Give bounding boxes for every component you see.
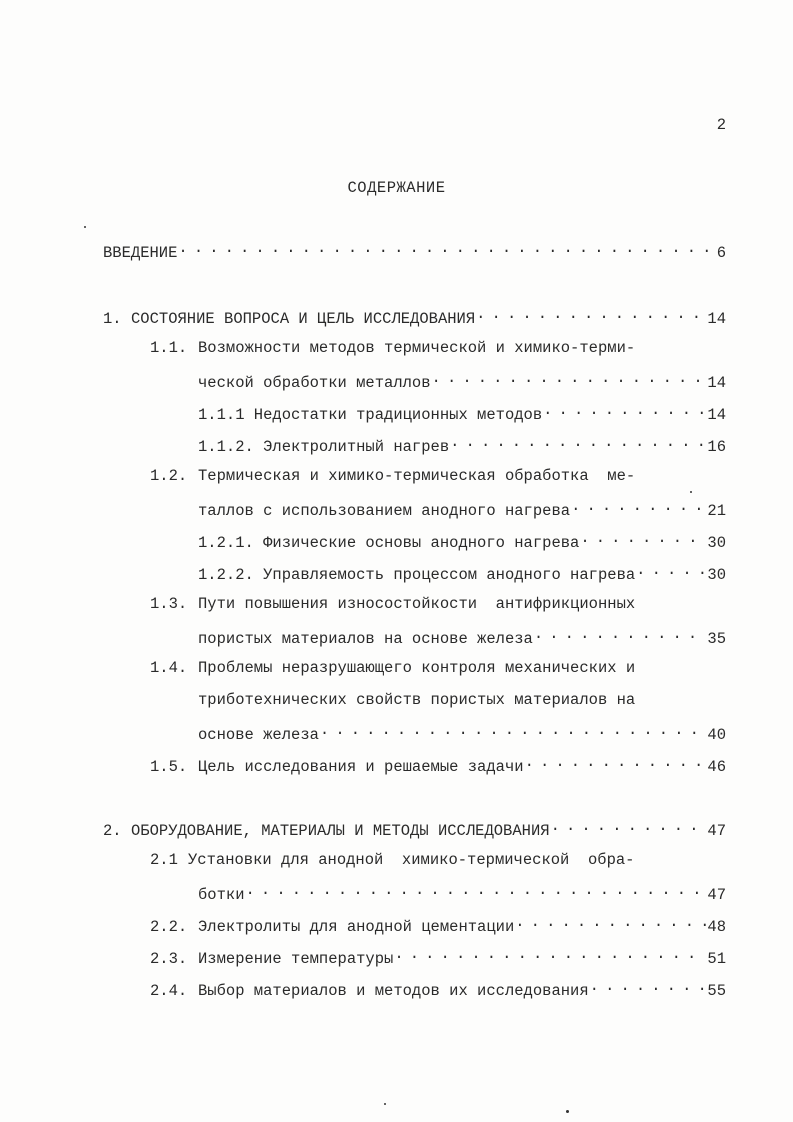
toc-entry-text: СОСТОЯНИЕ ВОПРОСА И ЦЕЛЬ ИССЛЕДОВАНИЯ bbox=[131, 309, 476, 328]
toc-entry-continuation[interactable] bbox=[198, 371, 726, 393]
toc-entry-page: 14 bbox=[707, 405, 726, 424]
toc-entry-page: 6 bbox=[716, 243, 726, 262]
toc-leader-dots bbox=[534, 627, 707, 643]
toc-entry[interactable] bbox=[150, 467, 726, 489]
toc-leader-dots bbox=[580, 531, 706, 547]
toc-leader-dots bbox=[636, 563, 706, 579]
toc-entry-text: основе железа bbox=[198, 725, 319, 744]
toc-entry[interactable] bbox=[150, 339, 726, 361]
toc-entry-text: Термическая и химико-термическая обработка ме- bbox=[198, 467, 636, 485]
toc-leader-dots bbox=[394, 947, 706, 963]
toc-entry-page: 47 bbox=[707, 821, 726, 840]
toc-entry-page: 14 bbox=[707, 309, 726, 328]
toc-entry[interactable] bbox=[150, 755, 726, 777]
toc-entry-page: 14 bbox=[707, 373, 726, 392]
toc-entry[interactable] bbox=[198, 531, 726, 553]
toc-entry[interactable] bbox=[150, 915, 726, 937]
toc-entry-number: 1. bbox=[103, 309, 122, 328]
toc-leader-dots bbox=[476, 307, 706, 323]
toc-entry[interactable] bbox=[150, 851, 726, 873]
scan-speck bbox=[84, 226, 86, 228]
toc-entry-text: Возможности методов термической и химико-терми- bbox=[198, 339, 636, 357]
toc-entry-continuation[interactable] bbox=[198, 627, 726, 649]
toc-entry-text: 1.1.1 Недостатки традиционных методов bbox=[198, 405, 543, 424]
toc-entry-continuation[interactable] bbox=[198, 499, 726, 521]
toc-entry-number: 1.1. bbox=[150, 339, 188, 357]
toc-entry-text: 1.1.2. Электролитный нагрев bbox=[198, 437, 450, 456]
toc-entry-text: 1.2.2. Управляемость процессом анодного нагрева bbox=[198, 565, 636, 584]
toc-entry-text: ботки bbox=[198, 885, 245, 904]
toc-entry-page: 21 bbox=[707, 501, 726, 520]
toc-entry-number: 1.5. bbox=[150, 757, 188, 776]
toc-entry[interactable] bbox=[103, 241, 726, 263]
page-number: 2 bbox=[716, 116, 726, 134]
toc-entry-page: 51 bbox=[707, 949, 726, 968]
toc-entry-text: Пути повышения износостойкости антифрикционных bbox=[198, 595, 636, 613]
toc-entry-continuation[interactable] bbox=[198, 723, 726, 745]
toc-entry-text: таллов с использованием анодного нагрева bbox=[198, 501, 571, 520]
toc-leader-dots bbox=[551, 819, 707, 835]
toc-leader-dots bbox=[432, 371, 707, 387]
toc-entry-continuation[interactable] bbox=[198, 691, 726, 713]
toc-entry-text: ОБОРУДОВАНИЕ, МАТЕРИАЛЫ И МЕТОДЫ ИССЛЕДОВАНИЯ bbox=[131, 821, 550, 840]
page-title: СОДЕРЖАНИЕ bbox=[347, 179, 446, 197]
toc-entry-number: 2.2. bbox=[150, 917, 188, 936]
toc-entry[interactable] bbox=[150, 595, 726, 617]
toc-entry-text: Электролиты для анодной цементации bbox=[198, 917, 515, 936]
toc-entry-number: 2.4. bbox=[150, 981, 188, 1000]
toc-entry-number: 1.2. bbox=[150, 467, 188, 485]
toc-entry-page: 47 bbox=[707, 885, 726, 904]
toc-leader-dots bbox=[543, 403, 706, 419]
toc-entry-page: 30 bbox=[707, 533, 726, 552]
toc-leader-dots bbox=[590, 979, 707, 995]
toc-entry-text: ВВЕДЕНИЕ bbox=[103, 243, 178, 262]
toc-entry-text: триботехнических свойств пористых материалов на bbox=[198, 691, 636, 709]
toc-entry-text: Цель исследования и решаемые задачи bbox=[198, 757, 524, 776]
toc-entry-text: Установки для анодной химико-термической обра- bbox=[188, 851, 635, 869]
toc-leader-dots bbox=[450, 435, 706, 451]
toc-entry-page: 46 bbox=[707, 757, 726, 776]
toc-leader-dots bbox=[525, 755, 707, 771]
toc-entry-number: 2.1 bbox=[150, 851, 178, 869]
scan-speck bbox=[566, 1110, 569, 1113]
toc-entry-text: Выбор материалов и методов их исследования bbox=[198, 981, 589, 1000]
toc-entry-number: 1.4. bbox=[150, 659, 188, 677]
toc-entry-text: Измерение температуры bbox=[198, 949, 394, 968]
toc-leader-dots bbox=[571, 499, 706, 515]
toc-leader-dots bbox=[178, 241, 715, 257]
toc-entry[interactable] bbox=[198, 403, 726, 425]
toc-entry-page: 16 bbox=[707, 437, 726, 456]
toc-entry[interactable] bbox=[103, 819, 726, 841]
toc-entry-text: Проблемы неразрушающего контроля механических и bbox=[198, 659, 636, 677]
toc-entry-number: 2.3. bbox=[150, 949, 188, 968]
scan-speck bbox=[384, 1103, 386, 1105]
toc-entry[interactable] bbox=[103, 307, 726, 329]
toc-entry[interactable] bbox=[198, 563, 726, 585]
toc-entry-text: 1.2.1. Физические основы анодного нагрева bbox=[198, 533, 580, 552]
toc-entry[interactable] bbox=[150, 979, 726, 1001]
scan-speck bbox=[690, 491, 692, 493]
toc-leader-dots bbox=[246, 883, 707, 899]
toc-entry-text: пористых материалов на основе железа bbox=[198, 629, 533, 648]
toc-entry[interactable] bbox=[198, 435, 726, 457]
toc-entry-text: ческой обработки металлов bbox=[198, 373, 431, 392]
toc-entry[interactable] bbox=[150, 659, 726, 681]
toc-entry-page: 30 bbox=[707, 565, 726, 584]
toc-entry-page: 48 bbox=[707, 917, 726, 936]
toc-entry-page: 55 bbox=[707, 981, 726, 1000]
toc-entry-number: 2. bbox=[103, 821, 122, 840]
toc-entry-page: 40 bbox=[707, 725, 726, 744]
toc-leader-dots bbox=[320, 723, 706, 739]
toc-entry[interactable] bbox=[150, 947, 726, 969]
toc-entry-number: 1.3. bbox=[150, 595, 188, 613]
toc-entry-page: 35 bbox=[707, 629, 726, 648]
toc-leader-dots bbox=[515, 915, 706, 931]
toc-entry-continuation[interactable] bbox=[198, 883, 726, 905]
